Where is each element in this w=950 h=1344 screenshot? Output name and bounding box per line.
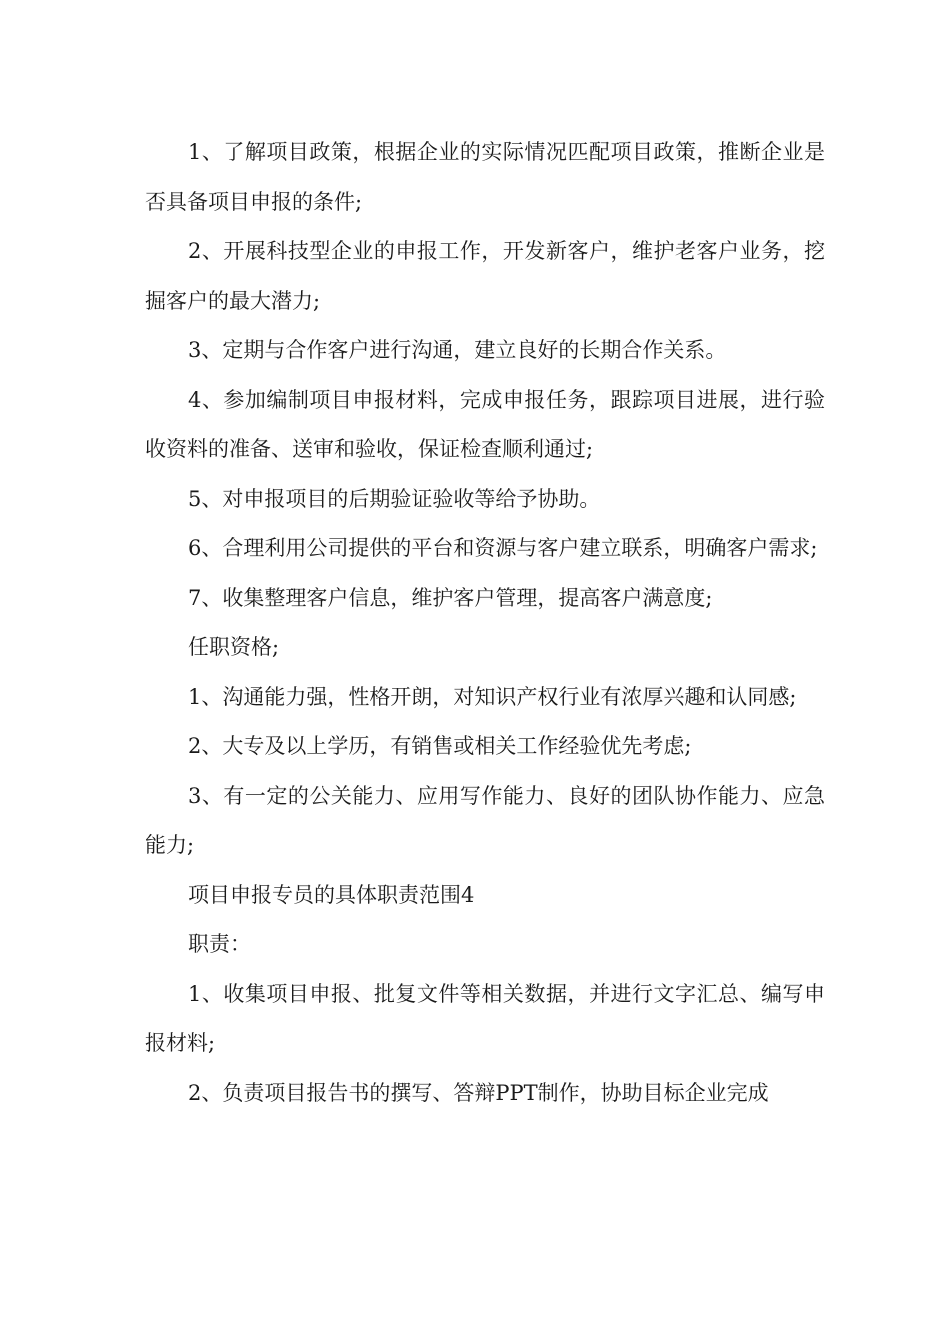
paragraph: 6、合理利用公司提供的平台和资源与客户建立联系，明确客户需求; [188,536,818,560]
paragraph: 7、收集整理客户信息，维护客户管理，提高客户满意度; [188,585,713,610]
paragraph: 2、开展科技型企业的申报工作，开发新客户，维护老客户业务，挖掘客户的最大潜力; [145,239,825,313]
paragraph: 1、收集项目申报、批复文件等相关数据，并进行文字汇总、编写申报材料; [145,981,825,1055]
paragraph: 4、参加编制项目申报材料，完成申报任务，跟踪项目进展，进行验收资料的准备、送审和验收，保证检查顺利通过; [145,387,825,461]
paragraph: 3、定期与合作客户进行沟通，建立良好的长期合作关系。 [188,338,727,362]
section-title: 项目申报专员的具体职责范围4 [188,882,475,907]
paragraph: 2、负责项目报告书的撰写、答辩PPT制作，协助目标企业完成 [188,1080,769,1105]
paragraph: 3、有一定的公关能力、应用写作能力、良好的团队协作能力、应急能力; [145,783,825,857]
document-body [145,128,825,1118]
paragraph: 5、对申报项目的后期验证验收等给予协助。 [188,486,601,511]
paragraph: 2、大专及以上学历，有销售或相关工作经验优先考虑; [188,734,692,758]
section-heading: 职责： [188,932,251,956]
paragraph: 1、了解项目政策，根据企业的实际情况匹配项目政策，推断企业是否具备项目申报的条件; [145,140,825,214]
section-heading: 任职资格; [188,635,280,659]
paragraph: 1、沟通能力强，性格开朗，对知识产权行业有浓厚兴趣和认同感; [188,684,797,709]
